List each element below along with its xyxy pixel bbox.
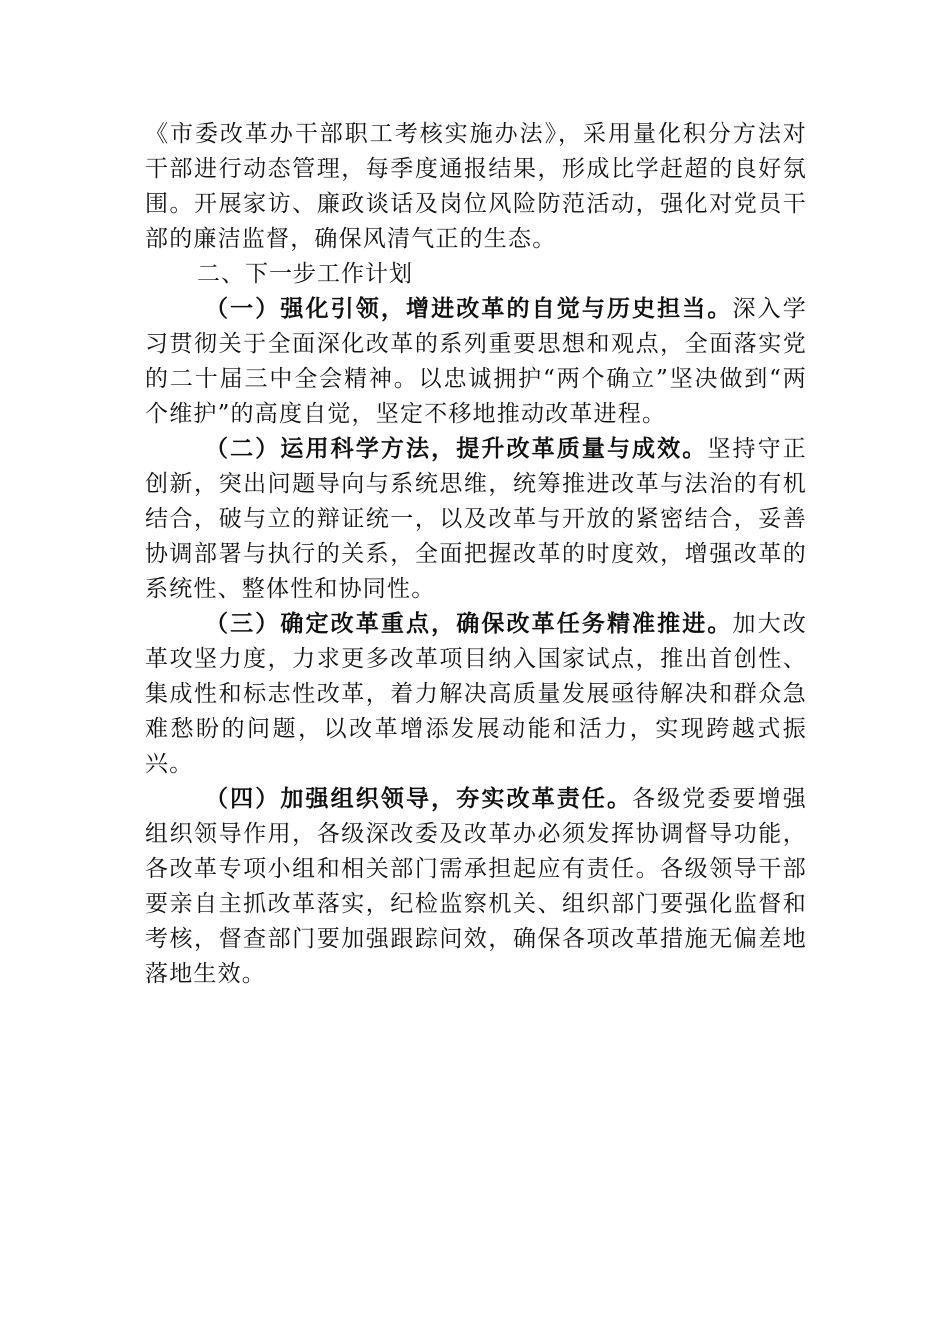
section-heading: 二、下一步工作计划 [197,261,413,287]
plan-item-1-body: 深入学习贯彻关于全面深化改革的系列重要思想和观点，全面落实党的二十届三中全会精神。以忠诚拥护“两个确立”坚决做到“两个维护”的高度自觉，坚定不移地推动改革进程。 [145,296,807,427]
plan-item-2 [145,432,807,607]
plan-item-3 [145,607,807,782]
plan-item-2-lead: （二）运用科学方法，提升改革质量与成效。 [205,436,708,462]
plan-item-1-lead: （一）强化引领，增进改革的自觉与历史担当。 [205,296,733,322]
document-body [145,117,807,992]
plan-item-4-lead: （四）加强组织领导，夯实改革责任。 [205,786,633,812]
plan-item-3-lead: （三）确定改革重点，确保改革任务精准推进。 [205,611,733,637]
plan-item-4-body: 各级党委要增强组织领导作用，各级深改委及改革办必须发挥协调督导功能，各改革专项小组和相关部门需承担起应有责任。各级领导干部要亲自主抓改革落实，纪检监察机关、组织部门要强化监督和考核，督查部门要加强跟踪问效，确保各项改革措施无偏差地落地生效。 [145,786,807,987]
plan-item-2-body: 坚持守正创新，突出问题导向与系统思维，统筹推进改革与法治的有机结合，破与立的辩证统一，以及改革与开放的紧密结合，妥善协调部署与执行的关系，全面把握改革的时度效，增强改革的系统性、整体性和协同性。 [145,436,808,602]
plan-item-3-body: 加大改革攻坚力度，力求更多改革项目纳入国家试点，推出首创性、集成性和标志性改革，着力解决高质量发展亟待解决和群众急难愁盼的问题，以改革增添发展动能和活力，实现跨越式振兴。 [145,611,807,777]
plan-item-4 [145,782,807,992]
plan-item-1 [145,292,807,432]
intro-paragraph: 《市委改革办干部职工考核实施办法》，采用量化积分方法对干部进行动态管理，每季度通报结果，形成比学赶超的良好氛围。开展家访、廉政谈话及岗位风险防范活动，强化对党员干部的廉洁监督，确保风清气正的生态。 [145,121,807,252]
